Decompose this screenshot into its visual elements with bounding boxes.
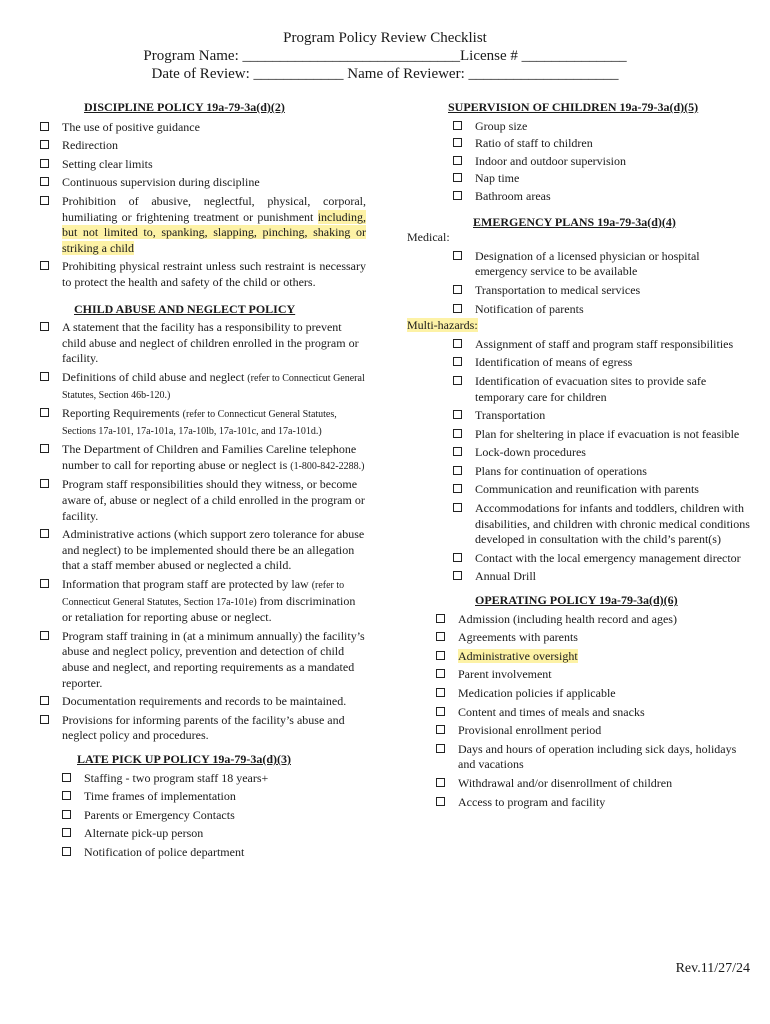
checklist-item: Transportation [453,408,752,424]
checkbox[interactable] [436,744,445,753]
checkbox[interactable] [40,715,49,724]
checkbox[interactable] [453,173,462,182]
revision-date: Rev.11/27/24 [675,961,750,976]
checklist-item: Information that program staff are protected by law (refer to Connecticut General Statutes, Section 17a-101e) from discrimination or retaliation for reporting abuse or neglect. [40,577,366,626]
checklist-item: Withdrawal and/or disenrollment of children [436,776,752,792]
checklist-item: Content and times of meals and snacks [436,705,752,721]
checkbox[interactable] [62,773,71,782]
checkbox[interactable] [436,614,445,623]
checklist-item: Plan for sheltering in place if evacuation is not feasible [453,427,752,443]
operating-section-title: OPERATING POLICY 19a-79-3a(d)(6) [475,593,678,608]
checkbox[interactable] [40,479,49,488]
discipline-section-title: DISCIPLINE POLICY 19a-79-3a(d)(2) [84,100,285,114]
checkbox[interactable] [40,261,49,270]
checklist-item: Prohibition of abusive, neglectful, physical, corporal, humiliating or frightening treatment or punishment including, but not limited to, spanking, slapping, pinching, shaking or striking a child [40,194,366,256]
checklist-item: Notification of parents [453,302,752,318]
checklist-item: Communication and reunification with parents [453,482,752,498]
checklist-item: Medication policies if applicable [436,686,752,702]
checklist-item: Parents or Emergency Contacts [62,808,366,824]
highlighted-text: Administrative oversight [458,648,578,663]
checkbox[interactable] [40,408,49,417]
checklist-item: Staffing - two program staff 18 years+ [62,771,366,787]
checkbox[interactable] [436,725,445,734]
checklist-item: The use of positive guidance [40,120,366,136]
checkbox[interactable] [453,429,462,438]
checklist-item: Program staff training in (at a minimum annually) the facility’s abuse and neglect policy, prevention and detection of child abuse and neglect, and reporting requirements as a mandated reporter. [40,629,366,691]
checklist-item: Assignment of staff and program staff responsibilities [453,337,752,353]
checklist-item: Bathroom areas [453,189,752,205]
checkbox[interactable] [40,372,49,381]
checklist-item: Annual Drill [453,569,752,585]
checklist-item: Indoor and outdoor supervision [453,154,752,170]
checklist-item: Lock-down procedures [453,445,752,461]
checkbox[interactable] [40,159,49,168]
checkbox[interactable] [436,651,445,660]
checkbox[interactable] [436,707,445,716]
checklist-item: Provisions for informing parents of the facility’s abuse and neglect policy and procedures. [40,713,366,744]
checklist-item: Administrative actions (which support zero tolerance for abuse and neglect) to be implemented should there be an allegation that a staff member abused or neglected a child. [40,527,366,574]
checklist-item: Continuous supervision during discipline [40,175,366,191]
checkbox[interactable] [453,251,462,260]
checklist-item: Access to program and facility [436,795,752,811]
checklist-item [436,649,752,665]
checkbox[interactable] [40,579,49,588]
checkbox[interactable] [453,191,462,200]
checkbox[interactable] [453,357,462,366]
left-column [40,100,366,864]
checkbox[interactable] [453,121,462,130]
checkbox[interactable] [40,122,49,131]
document-title: Program Policy Review Checklist [283,30,487,46]
checkbox[interactable] [453,138,462,147]
program-name-license-line: Program Name: _____________________________License # ______________ [143,48,627,64]
checklist-item: Transportation to medical services [453,283,752,299]
checkbox[interactable] [40,444,49,453]
checklist-item: Setting clear limits [40,157,366,173]
checklist-item: Agreements with parents [436,630,752,646]
checklist-item: Time frames of implementation [62,789,366,805]
checklist-item: Identification of evacuation sites to provide safe temporary care for children [453,374,752,405]
checkbox[interactable] [453,376,462,385]
checklist-item: Program staff responsibilities should they witness, or become aware of, abuse or neglect of a child enrolled in the program or facility. [40,477,366,524]
checklist-item: Plans for continuation of operations [453,464,752,480]
late-pickup-section-title: LATE PICK UP POLICY 19a-79-3a(d)(3) [77,751,291,766]
checklist-item: Accommodations for infants and toddlers, children with disabilities, and children with chronic medical conditions developed in consultation with the child’s parent(s) [453,501,752,548]
date-reviewer-line: Date of Review: ____________ Name of Reviewer: ____________________ [151,66,619,82]
checkbox[interactable] [40,322,49,331]
checkbox[interactable] [40,696,49,705]
checkbox[interactable] [62,791,71,800]
checkbox[interactable] [436,669,445,678]
checkbox[interactable] [453,466,462,475]
checkbox[interactable] [453,410,462,419]
highlighted-text: including, but not limited to, spanking, slapping, pinching, shaking or striking a child [62,209,367,255]
checklist-item: Provisional enrollment period [436,723,752,739]
checklist-item: A statement that the facility has a responsibility to prevent child abuse and neglect of children enrolled in the program or facility. [40,320,366,367]
checkbox[interactable] [436,778,445,787]
checkbox[interactable] [453,156,462,165]
medical-label: Medical: [407,230,450,245]
checklist-item: Group size [453,119,752,135]
checkbox[interactable] [40,529,49,538]
document-header [0,29,770,83]
checklist-item: Definitions of child abuse and neglect (refer to Connecticut General Statutes, Section 46b-120.) [40,370,366,403]
checkbox[interactable] [453,503,462,512]
checklist-item: Alternate pick-up person [62,826,366,842]
checklist-item: Contact with the local emergency management director [453,551,752,567]
right-column [407,100,752,813]
checkbox[interactable] [453,339,462,348]
emergency-section-title: EMERGENCY PLANS 19a-79-3a(d)(4) [473,214,676,229]
checkbox[interactable] [453,571,462,580]
checkbox[interactable] [453,285,462,294]
checklist-item: Prohibiting physical restraint unless such restraint is necessary to protect the health and safety of the child or others. [40,259,366,290]
checkbox[interactable] [62,847,71,856]
checklist-item: Admission (including health record and ages) [436,612,752,628]
checkbox[interactable] [62,810,71,819]
checkbox[interactable] [453,484,462,493]
checkbox[interactable] [436,797,445,806]
checklist-item: Parent involvement [436,667,752,683]
checklist-item: Reporting Requirements (refer to Connecticut General Statutes, Sections 17a-101, 17a-101a, 17a-10lb, 17a-101c, and 17a-101d.) [40,406,366,439]
checklist-item: The Department of Children and Families Careline telephone number to call for reporting abuse or neglect is (1-800-842-2288.) [40,442,366,474]
checklist-item: Identification of means of egress [453,355,752,371]
checkbox[interactable] [453,447,462,456]
checkbox[interactable] [40,631,49,640]
checklist-item: Redirection [40,138,366,154]
checkbox[interactable] [40,196,49,205]
checkbox[interactable] [40,177,49,186]
checklist-item: Documentation requirements and records to be maintained. [40,694,366,710]
checkbox[interactable] [62,828,71,837]
checkbox[interactable] [436,688,445,697]
checkbox[interactable] [453,304,462,313]
checklist-item: Designation of a licensed physician or hospital emergency service to be available [453,249,752,280]
checkbox[interactable] [40,140,49,149]
checklist-item: Ratio of staff to children [453,136,752,152]
checklist-item: Days and hours of operation including sick days, holidays and vacations [436,742,752,773]
checklist-item: Notification of police department [62,845,366,861]
abuse-section-title: CHILD ABUSE AND NEGLECT POLICY [74,301,296,316]
checklist-item: Nap time [453,171,752,187]
multi-hazards-label: Multi-hazards: [407,318,478,333]
supervision-section-title: SUPERVISION OF CHILDREN 19a-79-3a(d)(5) [448,100,699,114]
checkbox[interactable] [436,632,445,641]
checkbox[interactable] [453,553,462,562]
